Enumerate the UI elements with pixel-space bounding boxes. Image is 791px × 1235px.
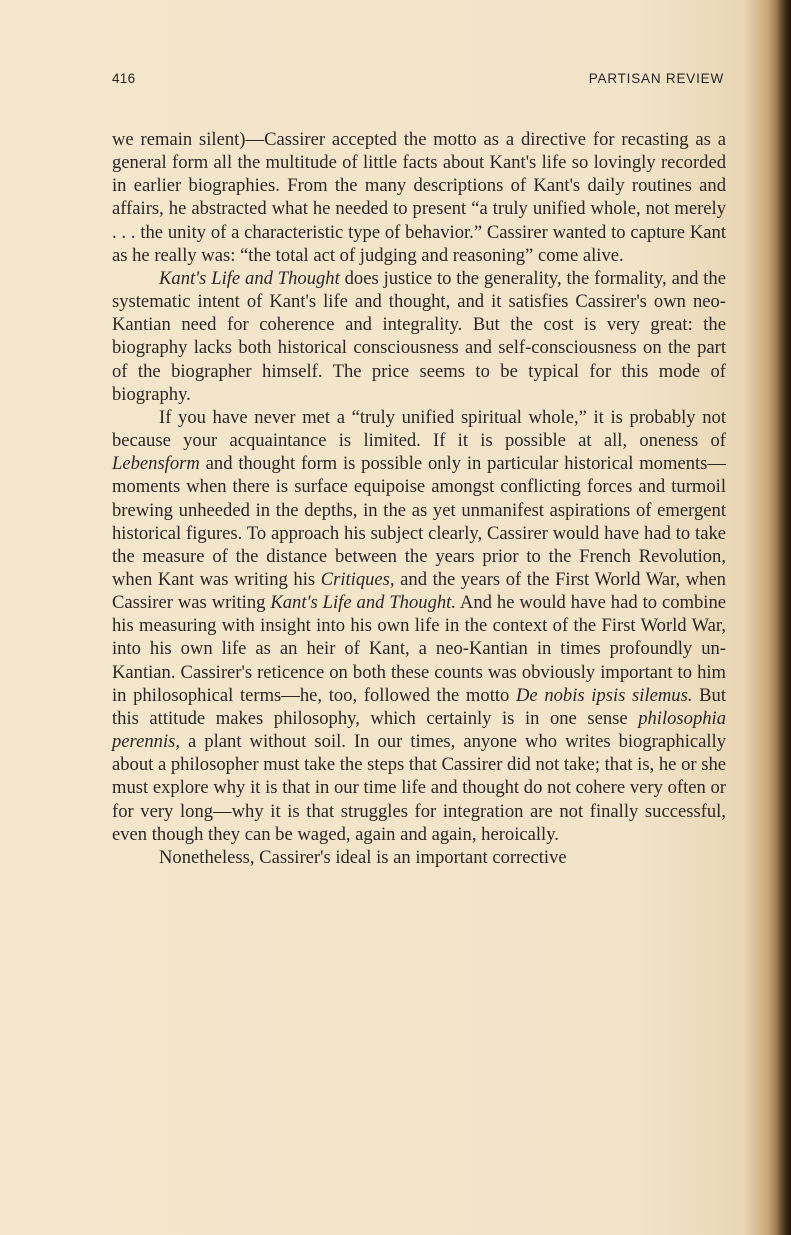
italic-text-segment: Lebensform: [112, 453, 200, 475]
text-segment: a plant without soil. In our times, anyone who writes biographically about a philosopher must take the steps that Cassirer did not take; that is, he or she must explore why it is that in our time life and thought do not cohere very often or for very long—why it is that struggles for integration are not finally successful, even though they can be waged, again and again, heroically.: [112, 731, 726, 845]
paragraph-1: [112, 128, 726, 267]
page-number: 416: [112, 71, 136, 86]
paragraph-3: [112, 406, 726, 846]
book-spine-shadow: [777, 0, 791, 1235]
text-segment: If you have never met a “truly unified spiritual whole,” it is probably not because your acquaintance is limited. If it is possible at all, oneness of: [112, 406, 726, 452]
text-segment: we remain silent)—Cassirer accepted the motto as a directive for recasting as a general form all the multitude of little facts about Kant's life so lovingly recorded in earlier biographies. From the many descriptions of Kant's daily routines and affairs, he abstracted what he needed to present “a truly unified whole, not merely . . . the unity of a characteristic type of behavior.” Cassirer wanted to capture Kant as he really was: “the total act of judging and reasoning” come alive.: [112, 129, 726, 266]
text-segment: and the years of the First World War, when Cassirer was writing: [112, 568, 726, 614]
text-segment: and thought form is possible only in particular historical moments—moments when there is surface equipoise amongst conflicting forces and turmoil brewing unheeded in the depths, in the as yet unmanifest aspirations of emergent historical figures. To approach his subject clearly, Cassirer would have had to take the measure of the distance between the years prior to the French Revolution, when Kant was writing his: [112, 453, 726, 590]
italic-text-segment: Kant's Life and Thought.: [270, 592, 456, 614]
italic-text-segment: philosophia perennis,: [112, 707, 726, 753]
body-text: [112, 128, 726, 869]
italic-text-segment: Critiques,: [320, 568, 395, 590]
text-segment: And he would have had to combine his measuring with insight into his own life in the context of the First World War, into his own life as an heir of Kant, a neo-Kantian in times profoundly un-Kantian. Cassirer's reticence on both these counts was obviously important to him in philosophical terms—he, too, followed the motto: [112, 592, 726, 706]
running-header: [112, 71, 724, 91]
paragraph-2: [112, 267, 726, 406]
italic-text-segment: Kant's Life and Thought: [159, 267, 340, 289]
running-title: PARTISAN REVIEW: [588, 71, 724, 86]
text-segment: But this attitude makes philosophy, which certainly is in one sense: [112, 684, 726, 729]
text-segment: does justice to the generality, the formality, and the systematic intent of Kant's life and thought, and it satisfies Cassirer's own neo-Kantian need for coherence and integrality. But the cost is very great: the biography lacks both historical consciousness and self-consciousness on the part of the biographer himself. The price seems to be typical for this mode of biography.: [112, 267, 726, 405]
text-segment: Nonetheless, Cassirer's ideal is an important corrective: [159, 846, 567, 868]
paragraph-4: [112, 846, 726, 869]
italic-text-segment: De nobis ipsis silemus.: [515, 684, 693, 706]
